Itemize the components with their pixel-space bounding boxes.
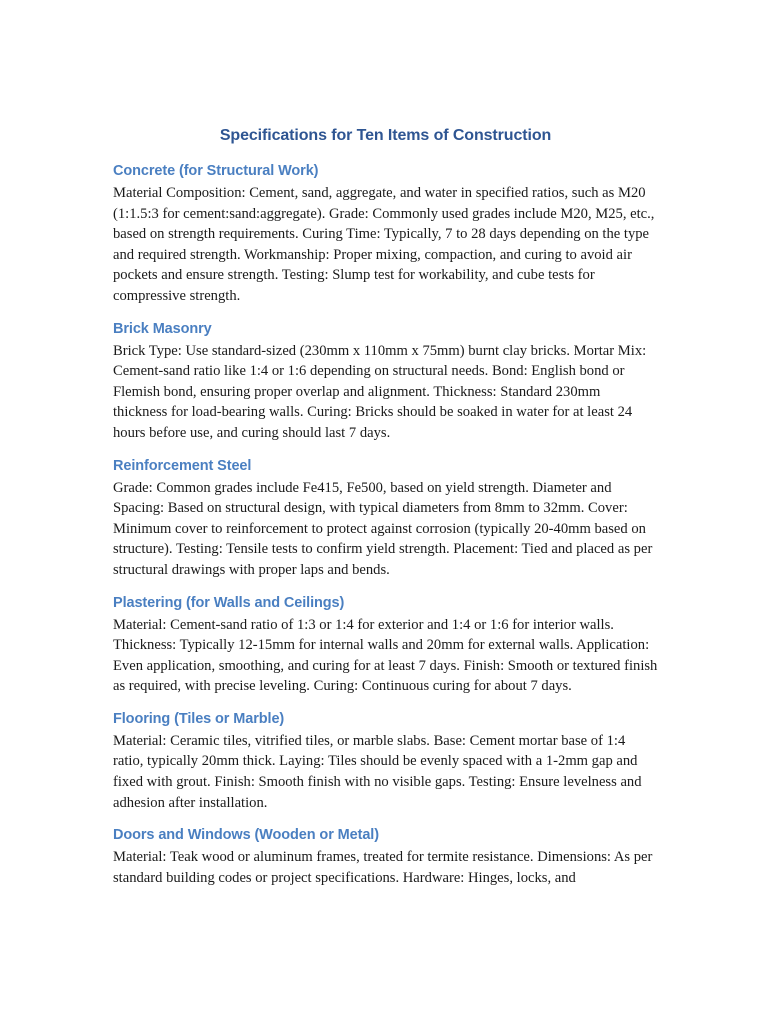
document-page (113, 124, 658, 900)
section-body: Material: Teak wood or aluminum frames, treated for termite resistance. Dimensions: As per standard building codes or project specifications. Hardware: Hinges, locks, and (113, 849, 653, 886)
section-heading: Plastering (for Walls and Ceilings) (113, 594, 345, 611)
section-body: Material: Cement-sand ratio of 1:3 or 1:4 for exterior and 1:4 or 1:6 for interior walls. Thickness: Typically 12-15mm for internal walls and 20mm for external walls. Application: Even application, smoothing, and curing for at least 7 days. Finish: Smooth or textured finish as required, with precise leveling. Curing: Continuous curing for about 7 days. (113, 616, 658, 695)
section-heading: Doors and Windows (Wooden or Metal) (113, 827, 379, 844)
section-plastering (113, 593, 658, 697)
document-title: Specifications for Ten Items of Construction (219, 127, 552, 144)
section-body: Brick Type: Use standard-sized (230mm x 110mm x 75mm) burnt clay bricks. Mortar Mix: Cement-sand ratio like 1:4 or 1:6 depending on structural needs. Bond: English bond or Flemish bond, ensuring proper overlap and alignment. Thickness: Standard 230mm thickness for load-bearing walls. Curing: Bricks should be soaked in water for at least 24 hours before use, and curing should last 7 days. (113, 342, 647, 441)
section-heading: Flooring (Tiles or Marble) (113, 710, 285, 727)
section-body: Grade: Common grades include Fe415, Fe500, based on yield strength. Diameter and Spacing: Based on structural design, with typical diameters from 8mm to 32mm. Cover: Minimum cover to reinforcement to protect against corrosion (typically 20-40mm based on structure). Testing: Tensile tests to confirm yield strength. Placement: Tied and placed as per structural drawings with proper laps and bends. (113, 479, 653, 578)
section-heading: Concrete (for Structural Work) (113, 163, 319, 179)
section-brick-masonry (113, 319, 658, 444)
section-reinforcement-steel (113, 456, 658, 581)
section-concrete (113, 161, 658, 307)
section-heading: Brick Masonry (113, 320, 212, 337)
section-body: Material Composition: Cement, sand, aggregate, and water in specified ratios, such as M20 (1:1.5:3 for cement:sand:aggregate). Grade: Commonly used grades include M20, M25, etc., based on strength requirements. Curing Time: Typically, 7 to 28 days depending on the type and required strength. Workmanship: Proper mixing, compaction, and curing to avoid air pockets and ensure strength. Testing: Slump test for workability, and cube tests for compressive strength. (113, 185, 655, 304)
section-heading: Reinforcement Steel (113, 457, 252, 474)
section-doors-windows (113, 825, 658, 888)
section-flooring (113, 709, 658, 813)
section-body: Material: Ceramic tiles, vitrified tiles, or marble slabs. Base: Cement mortar base of 1:4 ratio, typically 20mm thick. Laying: Tiles should be evenly spaced with a 1-2mm gap and fixed with grout. Finish: Smooth finish with no visible gaps. Testing: Ensure levelness and adhesion after installation. (113, 732, 642, 811)
